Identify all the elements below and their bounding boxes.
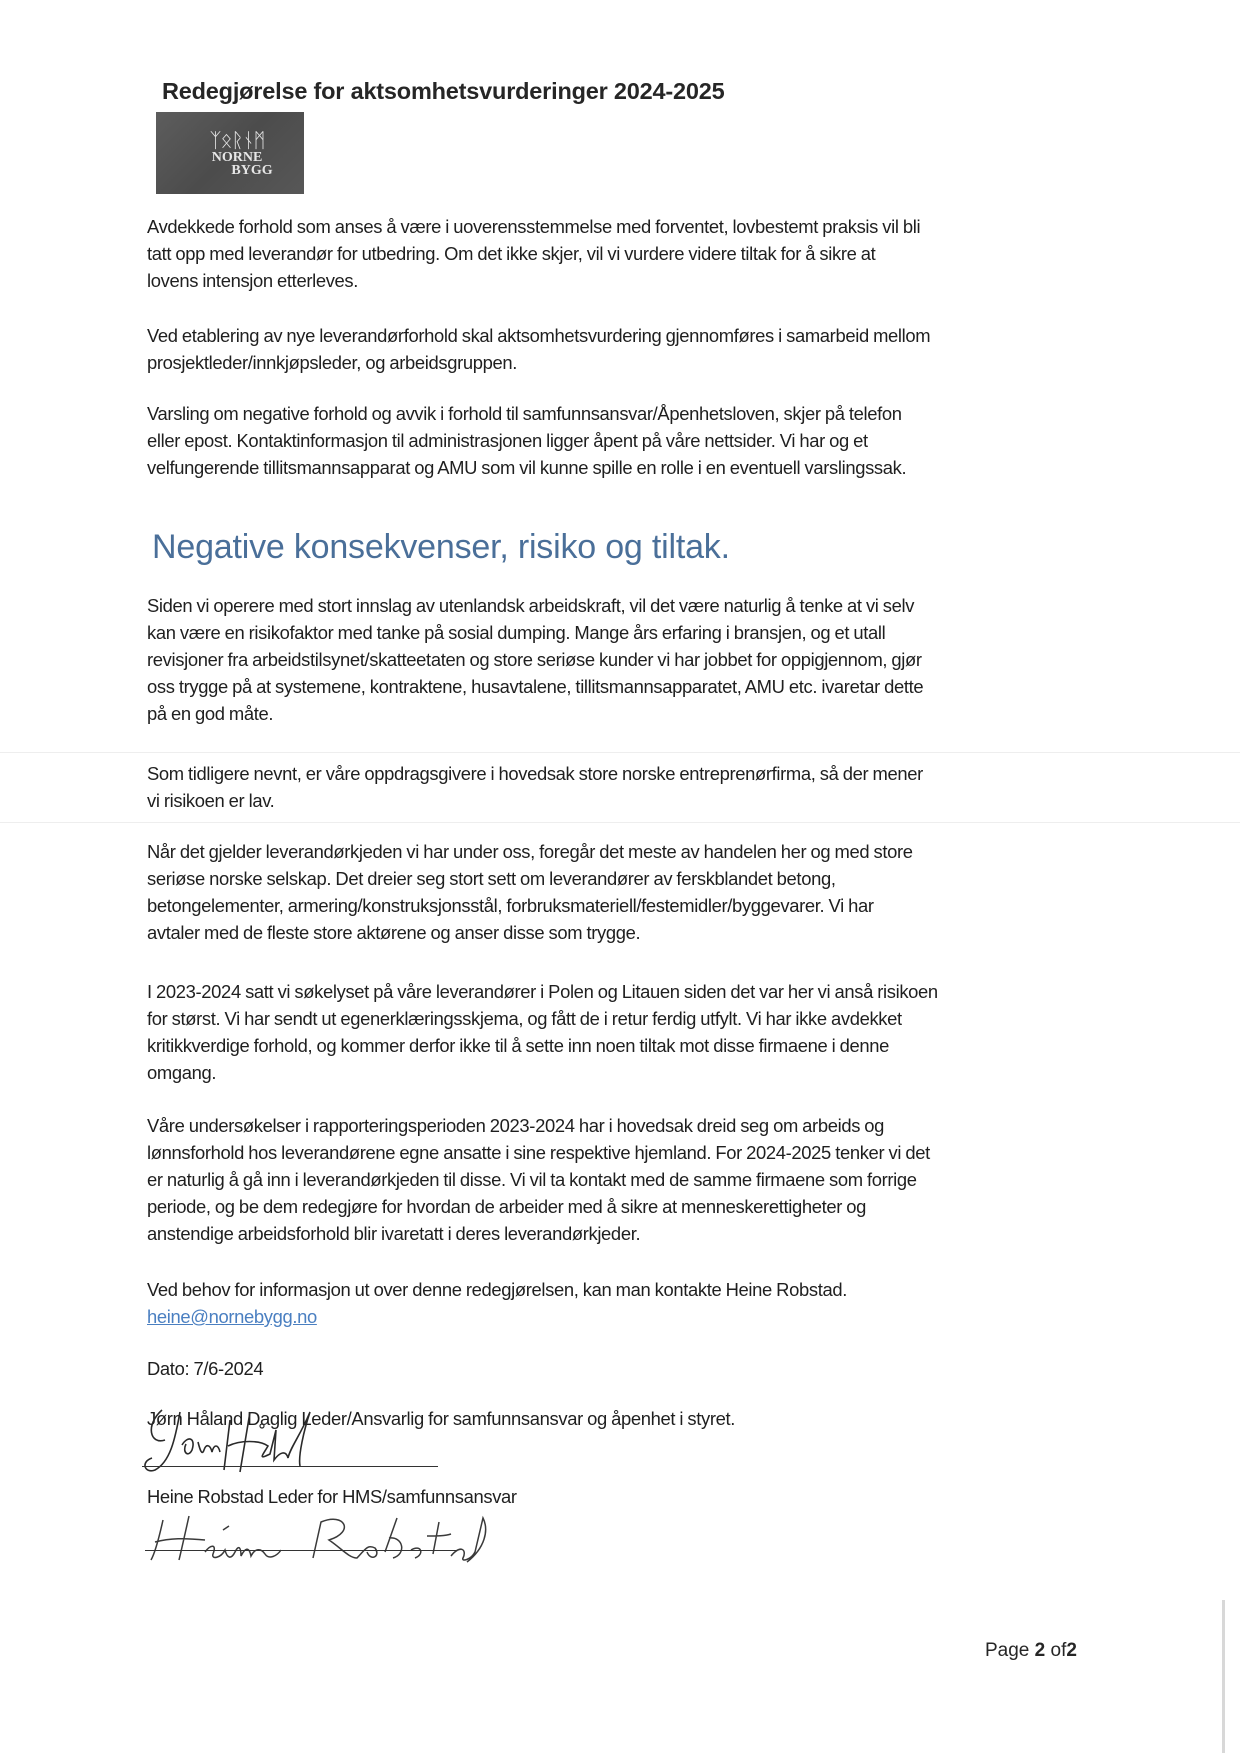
paragraph-section-1: [147, 592, 1107, 727]
text-line: Varsling om negative forhold og avvik i forhold til samfunnsansvar/Åpenhetsloven, skjer på telefon: [147, 403, 902, 424]
text-line: avtaler med de fleste store aktørene og anser disse som trygge.: [147, 922, 641, 943]
text-line: oss trygge på at systemene, kontraktene, husavtalene, tillitsmannsapparatet, AMU etc. ivaretar dette: [147, 676, 924, 697]
text-line: på en god måte.: [147, 703, 274, 724]
paragraph-intro-2: [147, 322, 1107, 376]
page-number: [985, 1640, 1077, 1662]
scan-artifact-line: [0, 822, 1240, 823]
text-line: seriøse norske selskap. Det dreier seg stort sett om leverandører av ferskblandet betong,: [147, 868, 836, 889]
paragraph-intro-1: [147, 213, 1107, 294]
paragraph-section-4: [147, 978, 1107, 1086]
scan-artifact-line: [0, 752, 1240, 753]
paragraph-section-3: [147, 838, 1107, 946]
text-line: Ved etablering av nye leverandørforhold skal aktsomhetsvurdering gjennomføres i samarbeid mellom: [147, 325, 931, 346]
section-heading: Negative konsekvenser, risiko og tiltak.: [152, 528, 730, 566]
text-line: Når det gjelder leverandørkjeden vi har under oss, foregår det meste av handelen her og med store: [147, 841, 913, 862]
logo-text-line2: BYGG: [231, 163, 273, 178]
text-line: lovens intensjon etterleves.: [147, 270, 359, 291]
text-line: betongelementer, armering/konstruksjonsstål, forbruksmateriell/festemidler/byggevarer. Vi har: [147, 895, 874, 916]
text-line: tatt opp med leverandør for utbedring. Om det ikke skjer, vil vi vurdere videre tiltak for å sikre at: [147, 243, 876, 264]
text-line: velfungerende tillitsmannsapparat og AMU som vil kunne spille en rolle i en eventuell varslingssak.: [147, 457, 907, 478]
signature-line: [145, 1550, 457, 1551]
text-line: Som tidligere nevnt, er våre oppdragsgivere i hovedsak store norske entreprenørfirma, så der mener: [147, 763, 923, 784]
text-line: for størst. Vi har sendt ut egenerklæringsskjema, og fått de i retur ferdig utfylt. Vi har ikke avdekket: [147, 1008, 902, 1029]
text-line: Siden vi operere med stort innslag av utenlandsk arbeidskraft, vil det være naturlig å tenke at vi selv: [147, 595, 915, 616]
text-line: Våre undersøkelser i rapporteringsperioden 2023-2024 har i hovedsak dreid seg om arbeids og: [147, 1115, 885, 1136]
paragraph-section-2: [147, 760, 1107, 814]
paragraph-section-5: [147, 1112, 1107, 1247]
contact-paragraph: [147, 1276, 1107, 1330]
rune-logo-icon: ᛉᛟᚱᚾᛗ: [209, 128, 265, 152]
text-line: omgang.: [147, 1062, 217, 1083]
signatory-title: Heine Robstad Leder for HMS/samfunnsansvar: [147, 1486, 517, 1507]
text-line: eller epost. Kontaktinformasjon til administrasjonen ligger åpent på våre nettsider. Vi har og et: [147, 430, 868, 451]
text-line: prosjektleder/innkjøpsleder, og arbeidsgruppen.: [147, 352, 518, 373]
email-link[interactable]: heine@nornebygg.no: [147, 1306, 317, 1327]
of-word: of: [1050, 1640, 1067, 1661]
signature-heine-robstad: [145, 1508, 525, 1568]
text-line: kritikkverdige forhold, og kommer derfor ikke til å sette inn noen tiltak mot disse firmaene i denne: [147, 1035, 890, 1056]
contact-text: Ved behov for informasjon ut over denne redegjørelsen, kan man kontakte Heine Robstad.: [147, 1279, 847, 1300]
signature-jorn-haland: [140, 1400, 360, 1480]
text-line: anstendige arbeidsforhold blir ivaretatt i deres leverandørkjeder.: [147, 1223, 641, 1244]
text-line: kan være en risikofaktor med tanke på sosial dumping. Mange års erfaring i bransjen, og et utall: [147, 622, 886, 643]
current-page: 2: [1034, 1640, 1046, 1661]
signature-line: [142, 1466, 438, 1467]
text-line: vi risikoen er lav.: [147, 790, 275, 811]
date-text: Dato: 7/6-2024: [147, 1358, 264, 1379]
logo-text-line1: NORNE: [211, 150, 263, 165]
text-line: I 2023-2024 satt vi søkelyset på våre leverandører i Polen og Litauen siden det var her vi anså risikoen: [147, 981, 938, 1002]
document-title: Redegjørelse for aktsomhetsvurderinger 2024-2025: [162, 78, 725, 104]
text-line: periode, og be dem redegjøre for hvordan de arbeider med å sikre at menneskerettigheter og: [147, 1196, 867, 1217]
text-line: Avdekkede forhold som anses å være i uoverensstemmelse med forventet, lovbestemt praksis vil bli: [147, 216, 921, 237]
page-edge-shadow: [1222, 1600, 1225, 1753]
text-line: lønnsforhold hos leverandørene egne ansatte i sine respektive hjemland. For 2024-2025 tenker vi det: [147, 1142, 930, 1163]
text-line: er naturlig å gå inn i leverandørkjeden til disse. Vi vil ta kontakt med de samme firmaene som forrige: [147, 1169, 917, 1190]
total-pages: 2: [1066, 1640, 1077, 1661]
signatory-title: Jørn Håland Daglig Leder/Ansvarlig for samfunnsansvar og åpenhet i styret.: [147, 1408, 736, 1429]
page-word: Page: [985, 1640, 1030, 1661]
signatory-2-label: [147, 1483, 1107, 1510]
date-line: [147, 1355, 1107, 1382]
norne-bygg-logo: [156, 112, 304, 194]
text-line: revisjoner fra arbeidstilsynet/skatteetaten og store seriøse kunder vi har jobbet for oppigjennom, gjør: [147, 649, 922, 670]
paragraph-intro-3: [147, 400, 1107, 481]
